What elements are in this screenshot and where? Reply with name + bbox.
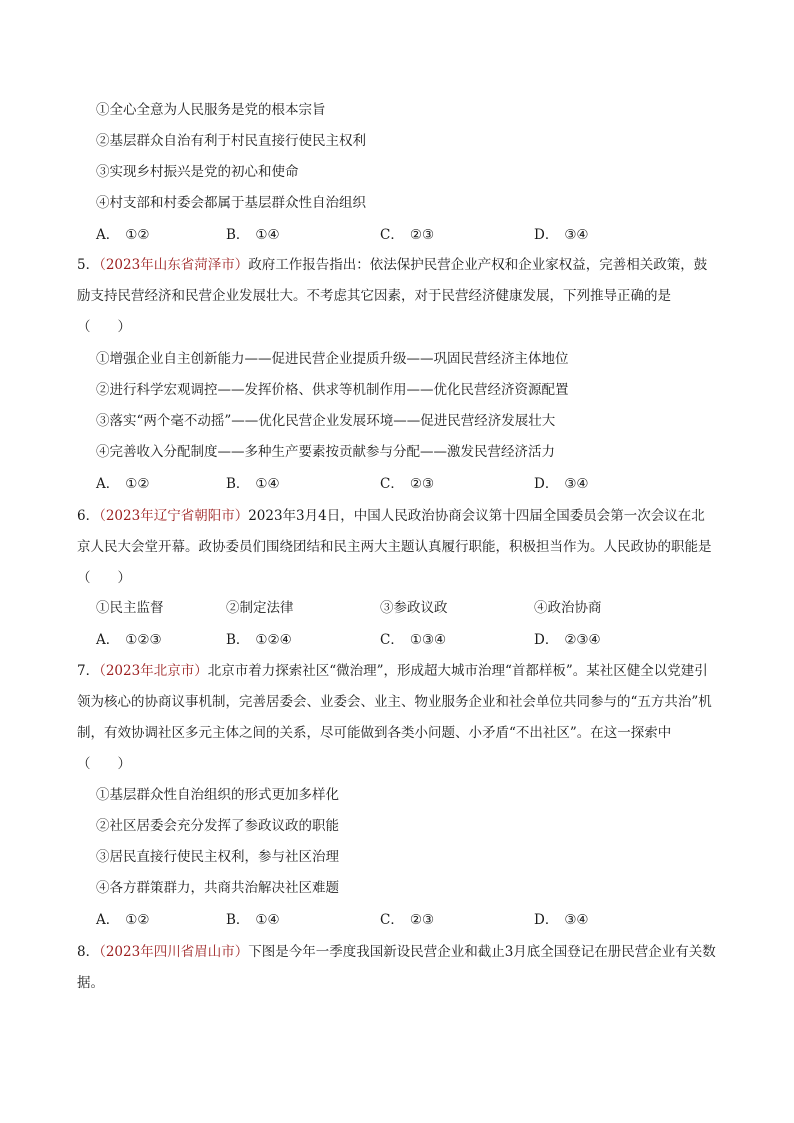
q6-item-4: ④政治协商: [534, 600, 602, 616]
q5-item-1: ①增强企业自主创新能力——促进民营企业提质升级——巩固民营经济主体地位: [96, 351, 569, 367]
q7-item-1: ①基层群众性自治组织的形式更加多样化: [96, 787, 339, 803]
q8-number: 8．: [77, 944, 100, 960]
q7-item-2: ②社区居委会充分发挥了参政议政的职能: [96, 818, 339, 834]
q4-item-2: ②基层群众自治有利于村民直接行使民主权利: [96, 133, 366, 149]
q5-option-a[interactable]: A． ①②: [96, 476, 150, 492]
q4-option-a[interactable]: A． ①②: [96, 227, 150, 243]
q4-option-b[interactable]: B． ①④: [226, 227, 280, 243]
q7-option-b[interactable]: B． ①④: [226, 912, 280, 928]
q6-stem: [77, 501, 717, 594]
q8-source: （2023年四川省眉山市）: [99, 944, 249, 960]
q6-item-2: ②制定法律: [226, 600, 294, 616]
q6-stem-text: 2023年3月4日，中国人民政治协商会议第十四届全国委员会第一次会议在北京人民大会堂开幕。政协委员们围绕团结和民主两大主题认真履行职能，积极担当作为。人民政协的职能是（ ）: [77, 508, 712, 586]
q5-number: 5．: [77, 257, 100, 273]
q5-stem: [77, 250, 717, 343]
q8-stem: [77, 937, 717, 999]
q4-item-1: ①全心全意为人民服务是党的根本宗旨: [96, 102, 326, 118]
q6-item-3: ③参政议政: [380, 600, 448, 616]
q6-option-c[interactable]: C． ①③④: [380, 632, 447, 648]
q8-stem-text: 下图是今年一季度我国新设民营企业和截止3月底全国登记在册民营企业有关数据。: [77, 944, 716, 991]
q7-source: （2023年北京市）: [99, 663, 208, 679]
q5-option-d[interactable]: D． ③④: [534, 476, 589, 492]
q7-number: 7．: [77, 663, 100, 679]
q5-source: （2023年山东省菏泽市）: [99, 257, 249, 273]
q4-option-d[interactable]: D． ③④: [534, 227, 589, 243]
q7-item-4: ④各方群策群力，共商共治解决社区难题: [96, 880, 339, 896]
q6-source: （2023年辽宁省朝阳市）: [99, 508, 249, 524]
q7-stem: [77, 656, 717, 780]
q6-item-1: ①民主监督: [96, 600, 164, 616]
q6-option-a[interactable]: A． ①②③: [96, 632, 162, 648]
q6-option-b[interactable]: B． ①②④: [226, 632, 292, 648]
q7-stem-text: 北京市着力探索社区“微治理”，形成超大城市治理“首都样板”。某社区健全以党建引领为核心的协商议事机制，完善居委会、业委会、业主、物业服务企业和社会单位共同参与的“五方共治”机制，有效协调社区多元主体之间的关系，尽可能做到各类小问题、小矛盾“不出社区”。在这一探索中（ ）: [77, 663, 712, 772]
q4-item-4: ④村支部和村委会都属于基层群众性自治组织: [96, 195, 366, 211]
q5-option-b[interactable]: B． ①④: [226, 476, 280, 492]
q7-option-a[interactable]: A． ①②: [96, 912, 150, 928]
q6-option-d[interactable]: D． ②③④: [534, 632, 601, 648]
q4-option-c[interactable]: C． ②③: [380, 227, 435, 243]
q7-option-d[interactable]: D． ③④: [534, 912, 589, 928]
q5-item-2: ②进行科学宏观调控——发挥价格、供求等机制作用——优化民营经济资源配置: [96, 382, 569, 398]
q4-item-3: ③实现乡村振兴是党的初心和使命: [96, 164, 299, 180]
q7-item-3: ③居民直接行使民主权利，参与社区治理: [96, 849, 339, 865]
q5-stem-text: 政府工作报告指出：依法保护民营企业产权和企业家权益，完善相关政策，鼓励支持民营经济和民营企业发展壮大。不考虑其它因素，对于民营经济健康发展，下列推导正确的是（ ）: [77, 257, 708, 335]
q5-item-4: ④完善收入分配制度——多种生产要素按贡献参与分配——激发民营经济活力: [96, 444, 555, 460]
q5-option-c[interactable]: C． ②③: [380, 476, 435, 492]
q7-option-c[interactable]: C． ②③: [380, 912, 435, 928]
q5-item-3: ③落实“两个毫不动摇”——优化民营企业发展环境——促进民营经济发展壮大: [96, 413, 556, 429]
q6-number: 6．: [77, 508, 100, 524]
